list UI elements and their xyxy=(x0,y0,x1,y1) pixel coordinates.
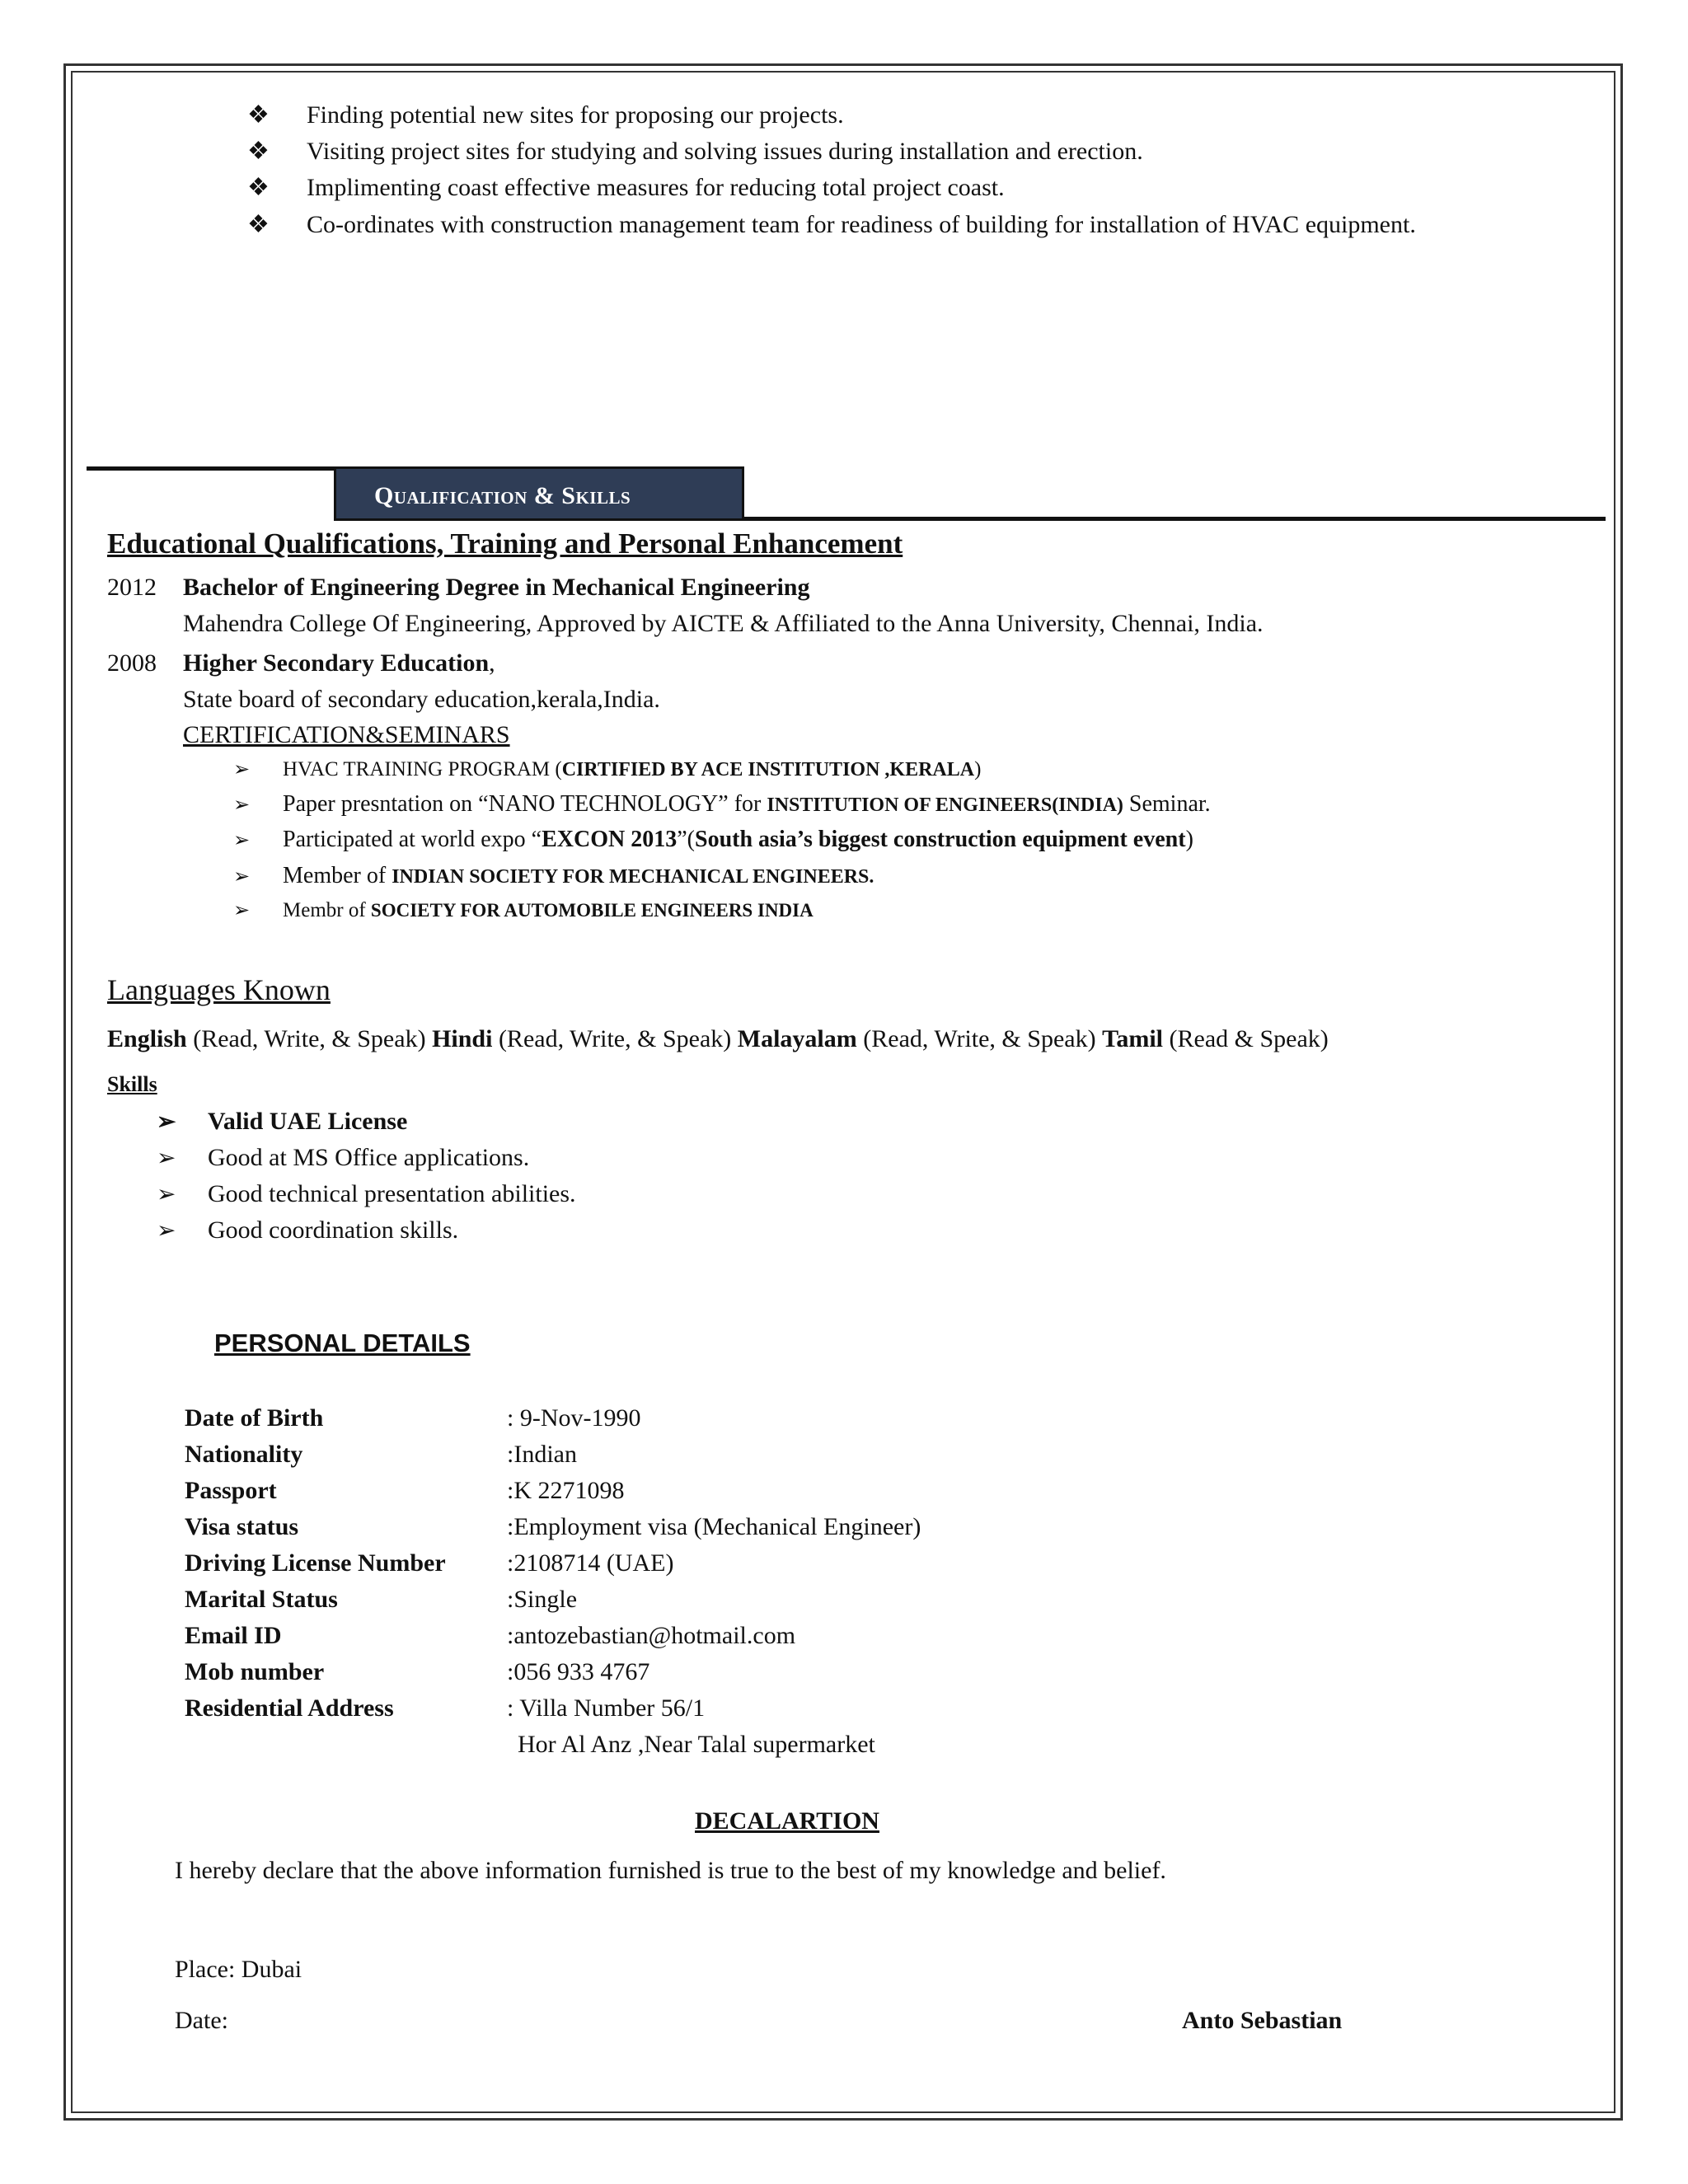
personal-label: Visa status xyxy=(185,1513,299,1540)
education-year: 2012 xyxy=(107,574,157,601)
personal-value: :Indian xyxy=(507,1441,577,1468)
personal-label: Email ID xyxy=(185,1622,282,1649)
declaration-heading: DECALARTION xyxy=(695,1807,879,1835)
diamond-bullet-icon: ❖ xyxy=(247,211,270,238)
education-degree: Bachelor of Engineering Degree in Mechanical Engineering xyxy=(183,574,810,601)
personal-value: :K 2271098 xyxy=(507,1477,625,1504)
signature-name: Anto Sebastian xyxy=(1182,2007,1343,2034)
diamond-bullet-icon: ❖ xyxy=(247,101,270,129)
section-rule-left xyxy=(87,466,334,471)
skill-item: ➢ Good at MS Office applications. xyxy=(157,1144,530,1171)
section-header-qualification: Qualification & Skills xyxy=(334,466,744,521)
certification-item: ➢ HVAC TRAINING PROGRAM (CIRTIFIED BY ACE INSTITUTION ,KERALA) xyxy=(233,758,982,780)
personal-value: :2108714 (UAE) xyxy=(507,1549,674,1577)
education-year: 2008 xyxy=(107,649,157,677)
certification-item: ➢ Paper presntation on “NANO TECHNOLOGY” for INSTITUTION OF ENGINEERS(INDIA) Seminar. xyxy=(233,791,1211,817)
personal-label: Marital Status xyxy=(185,1586,338,1613)
personal-label: Date of Birth xyxy=(185,1404,324,1432)
personal-value-address: : Villa Number 56/1 xyxy=(507,1694,706,1722)
arrow-bullet-icon: ➢ xyxy=(157,1182,176,1207)
section-rule-right xyxy=(743,517,1606,521)
languages-heading: Languages Known xyxy=(107,973,331,1006)
skill-item: ➢ Valid UAE License xyxy=(157,1108,408,1135)
arrow-bullet-icon: ➢ xyxy=(157,1109,176,1135)
certification-item: ➢ Participated at world expo “EXCON 2013”(South asia’s biggest construction equipment event) xyxy=(233,827,1193,852)
languages-line: English (Read, Write, & Speak) Hindi (Read, Write, & Speak) Malayalam (Read, Write, & Speak) Tamil (Read & Speak) xyxy=(107,1025,1329,1052)
personal-value: :Employment visa (Mechanical Engineer) xyxy=(507,1513,921,1540)
skill-item: ➢ Good coordination skills. xyxy=(157,1216,459,1244)
certification-item: ➢ Membr of SOCIETY FOR AUTOMOBILE ENGINEERS INDIA xyxy=(233,899,814,921)
personal-label: Passport xyxy=(185,1477,277,1504)
arrow-bullet-icon: ➢ xyxy=(157,1146,176,1171)
personal-value-phone: :056 933 4767 xyxy=(507,1658,650,1685)
diamond-bullet-icon: ❖ xyxy=(247,138,270,165)
personal-label: Nationality xyxy=(185,1441,303,1468)
education-degree-line: Higher Secondary Education, xyxy=(183,649,495,677)
skills-heading: Skills xyxy=(107,1072,157,1096)
place-line: Place: Dubai xyxy=(175,1956,302,1983)
personal-label: Mob number xyxy=(185,1658,325,1685)
personal-label: Residential Address xyxy=(185,1694,394,1722)
responsibility-item: ❖ Visiting project sites for studying and solving issues during installation and erection. xyxy=(247,138,1143,165)
personal-details-heading: PERSONAL DETAILS xyxy=(214,1329,471,1357)
personal-value-address-line2: Hor Al Anz ,Near Talal supermarket xyxy=(518,1731,875,1758)
personal-value: :Single xyxy=(507,1586,578,1613)
arrow-bullet-icon: ➢ xyxy=(233,830,251,851)
certifications-heading: CERTIFICATION&SEMINARS xyxy=(183,721,510,748)
personal-value-email: :antozebastian@hotmail.com xyxy=(507,1622,796,1649)
personal-label: Driving License Number xyxy=(185,1549,446,1577)
education-heading: Educational Qualifications, Training and Personal Enhancement xyxy=(107,527,903,560)
diamond-bullet-icon: ❖ xyxy=(247,174,270,201)
education-institution: State board of secondary education,kerala,India. xyxy=(183,686,660,713)
responsibility-item: ❖ Finding potential new sites for proposing our projects. xyxy=(247,101,844,129)
date-line: Date: xyxy=(175,2007,228,2034)
arrow-bullet-icon: ➢ xyxy=(157,1218,176,1244)
certification-item: ➢ Member of INDIAN SOCIETY FOR MECHANICAL ENGINEERS. xyxy=(233,863,874,888)
responsibility-item: ❖ Implimenting coast effective measures for reducing total project coast. xyxy=(247,174,1005,201)
arrow-bullet-icon: ➢ xyxy=(233,794,251,816)
arrow-bullet-icon: ➢ xyxy=(233,866,251,888)
responsibility-item: ❖ Co-ordinates with construction management team for readiness of building for installation of HVAC equipment. xyxy=(247,208,1581,241)
arrow-bullet-icon: ➢ xyxy=(233,900,251,921)
arrow-bullet-icon: ➢ xyxy=(233,759,251,780)
education-institution: Mahendra College Of Engineering, Approved by AICTE & Affiliated to the Anna University, Chennai, India. xyxy=(183,610,1264,637)
personal-value: : 9-Nov-1990 xyxy=(507,1404,641,1432)
skill-item: ➢ Good technical presentation abilities. xyxy=(157,1180,576,1207)
declaration-text: I hereby declare that the above information furnished is true to the best of my knowledge and belief. xyxy=(175,1857,1166,1884)
